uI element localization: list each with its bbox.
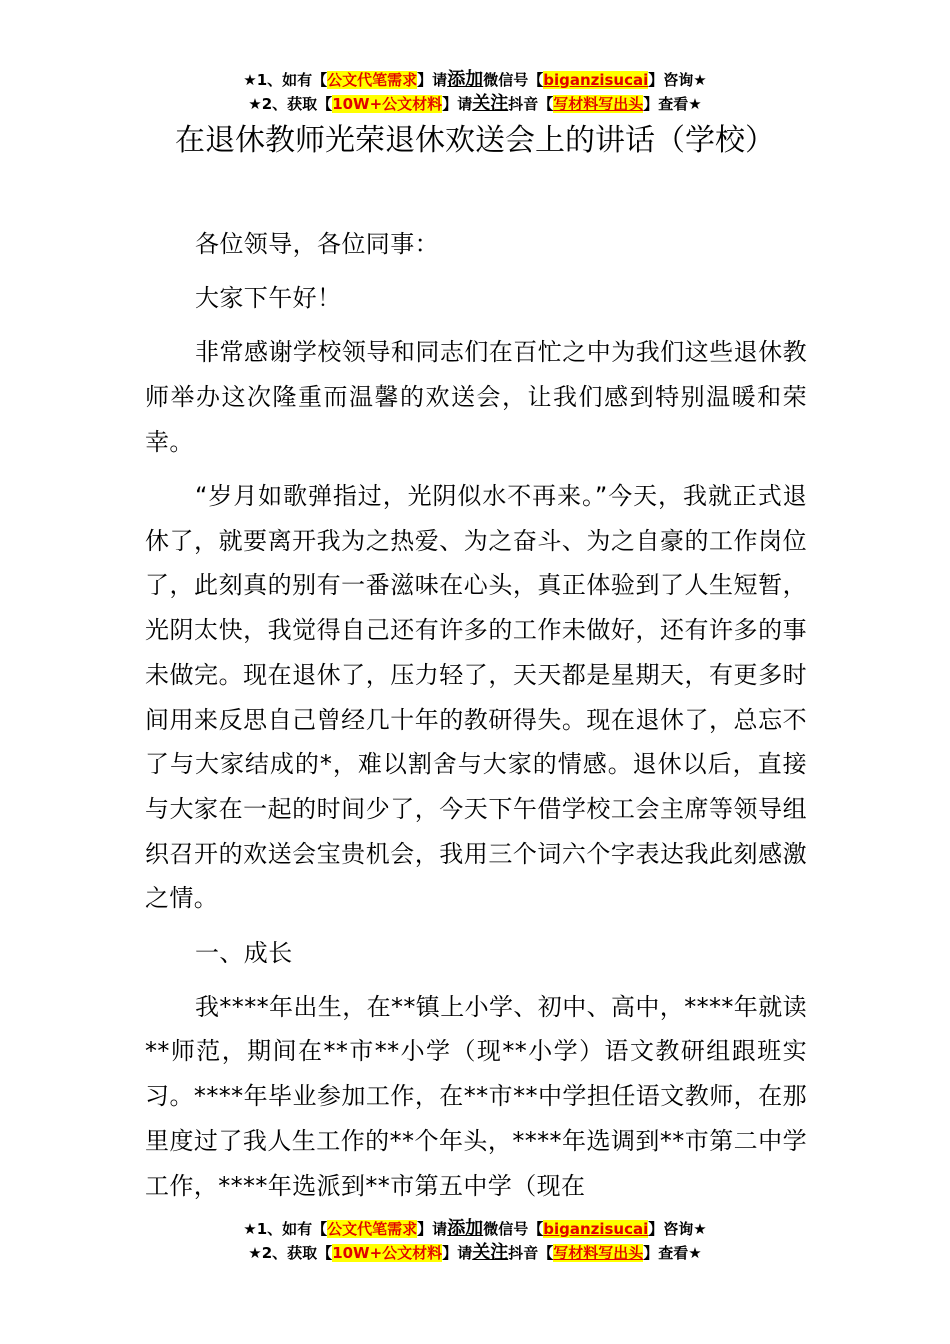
promo-line-2	[0, 92, 950, 116]
wechat-id: biganzisucai	[543, 1220, 649, 1238]
wechat-id: biganzisucai	[543, 71, 649, 89]
promo-highlight: 公文代笔需求	[327, 1220, 418, 1238]
promo-text: 】查看★	[643, 1244, 702, 1262]
paragraph: 非常感谢学校领导和同志们在百忙之中为我们这些退休教师举办这次隆重而温馨的欢送会，让我们感到特别温暖和荣幸。	[145, 338, 807, 456]
promo-text: 抖音【	[508, 1244, 554, 1262]
document-body	[145, 222, 807, 1207]
promo-text: ★2、获取【	[248, 1244, 333, 1262]
document-title: 在退休教师光荣退休欢送会上的讲话（学校）	[175, 123, 775, 158]
promo-banner-top	[0, 68, 950, 116]
douyin-account: 写材料写出头	[553, 1244, 644, 1262]
promo-text: 抖音【	[508, 95, 554, 113]
promo-text: 】咨询★	[648, 1220, 707, 1238]
promo-text: 微信号【	[483, 1220, 544, 1238]
promo-emphasis: 关注	[472, 93, 509, 114]
paragraph: “岁月如歌弹指过，光阴似水不再来。”今天，我就正式退休了，就要离开我为之热爱、为之奋斗、为之自豪的工作岗位了，此刻真的别有一番滋味在心头，真正体验到了人生短暂，光阴太快，我觉得自己还有许多的工作未做好，还有许多的事未做完。现在退休了，压力轻了，天天都是星期天，有更多时间用来反思自己曾经几十年的教研得失。现在退休了，总忘不了与大家结成的*，难以割舍与大家的情感。退休以后，直接与大家在一起的时间少了，今天下午借学校工会主席等领导组织召开的欢送会宝贵机会，我用三个词六个字表达我此刻感激之情。	[145, 482, 807, 913]
salutation: 各位领导，各位同事：	[195, 230, 439, 258]
greeting: 大家下午好！	[195, 284, 342, 313]
promo-text: ★1、如有【	[243, 71, 328, 89]
promo-text: 】请	[417, 71, 448, 89]
promo-text: 】查看★	[643, 95, 702, 113]
section-heading: 一、成长	[195, 938, 293, 967]
promo-highlight: 公文代笔需求	[327, 71, 418, 89]
promo-text: ★2、获取【	[248, 95, 333, 113]
promo-text: 】请	[442, 95, 473, 113]
promo-emphasis: 关注	[472, 1242, 509, 1263]
promo-emphasis: 添加	[447, 69, 484, 90]
promo-banner-bottom	[0, 1217, 950, 1265]
promo-line-1	[0, 68, 950, 92]
promo-line-2	[0, 1241, 950, 1265]
promo-text: 】请	[442, 1244, 473, 1262]
promo-text: 】咨询★	[648, 71, 707, 89]
douyin-account: 写材料写出头	[553, 95, 644, 113]
promo-line-1	[0, 1217, 950, 1241]
promo-text: ★1、如有【	[243, 1220, 328, 1238]
promo-text: 微信号【	[483, 71, 544, 89]
promo-emphasis: 添加	[447, 1218, 484, 1239]
promo-highlight: 10W+公文材料	[332, 95, 443, 113]
paragraph: 我****年出生，在**镇上小学、初中、高中，****年就读**师范，期间在**市**小学（现**小学）语文教研组跟班实习。****年毕业参加工作，在**市**中学担任语文教师，在那里度过了我人生工作的**个年头，****年选调到**市第二中学工作，****年选派到**市第五中学（现在	[145, 992, 807, 1200]
promo-text: 】请	[417, 1220, 448, 1238]
promo-highlight: 10W+公文材料	[332, 1244, 443, 1262]
